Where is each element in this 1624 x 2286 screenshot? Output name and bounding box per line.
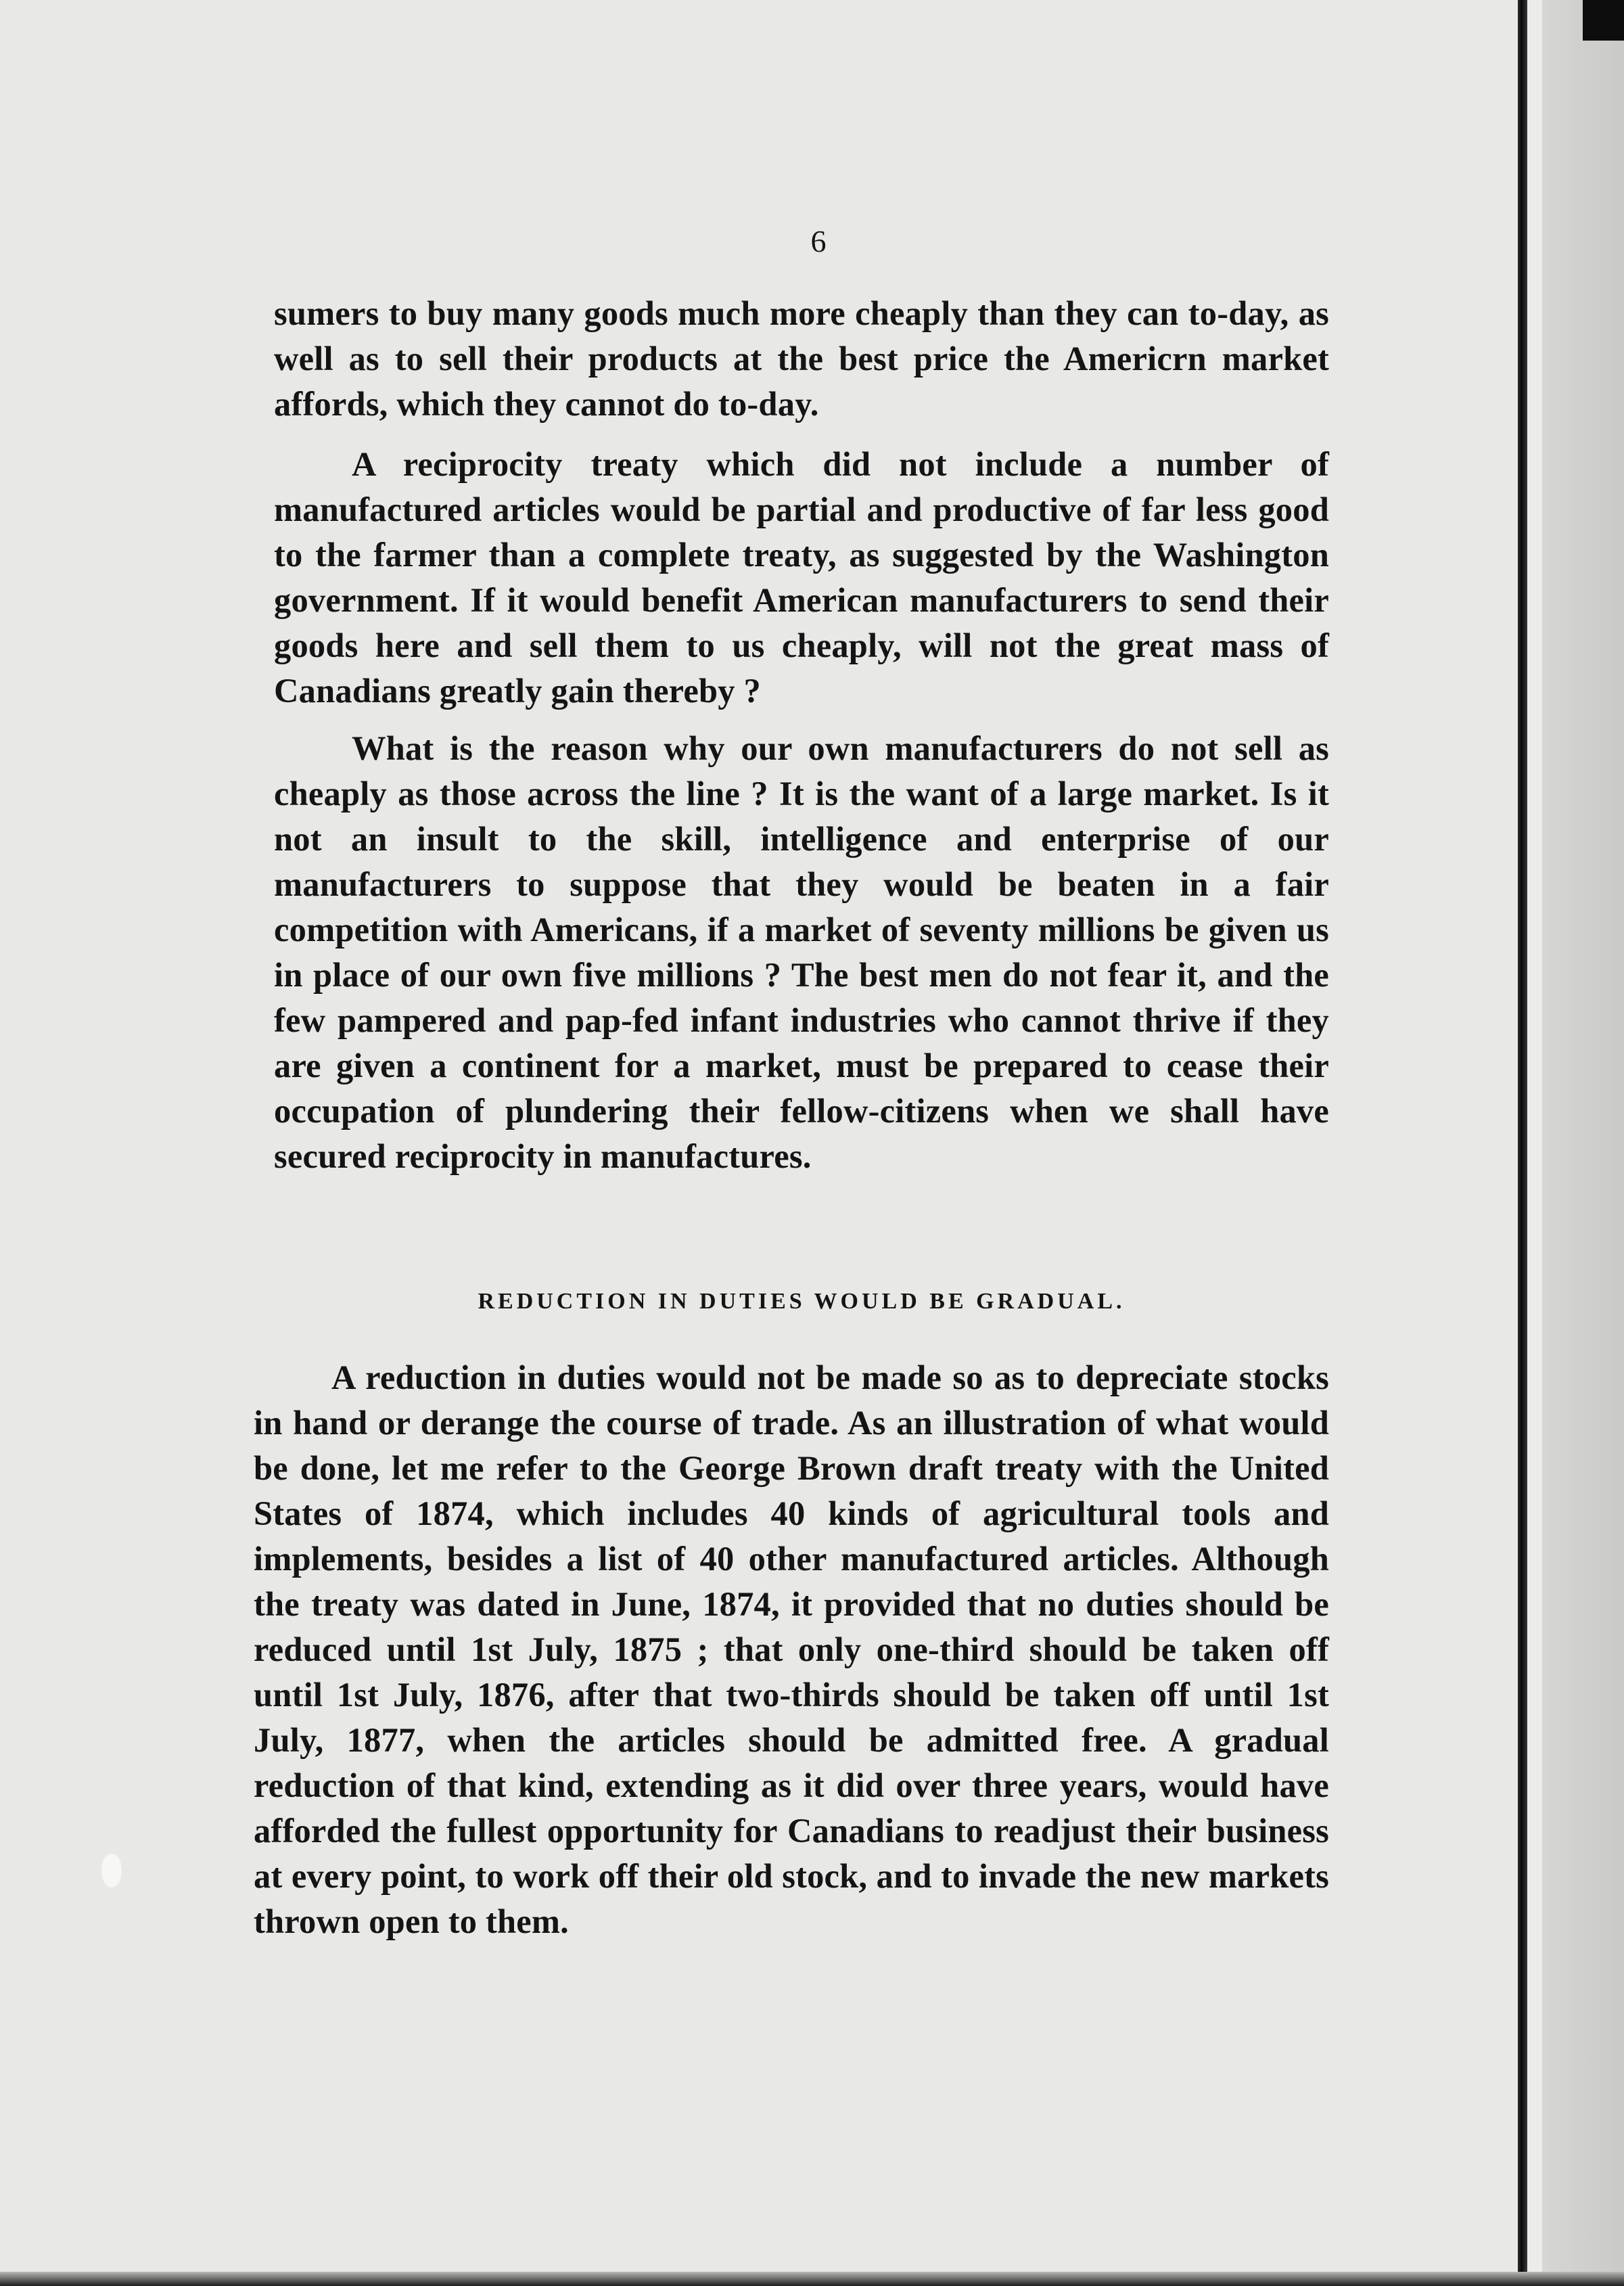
section-paragraph xyxy=(254,1355,1329,1944)
section-heading: REDUCTION IN DUTIES WOULD BE GRADUAL. xyxy=(478,1289,1126,1314)
bottom-scan-edge xyxy=(0,2272,1624,2286)
paragraph-3-text: What is the reason why our own manufacturers do not sell as cheaply as those across the line ? It is the want of a large market. Is it not an insult to the skill, intelligence and enterprise of our manufacturers to suppose that they would be beaten in a fair competition with Americans, if a market of seventy millions be given us in place of our own five millions ? The best men do not fear it, and the few pampered and pap-fed infant industries who cannot thrive if they are given a continent for a market, must be prepared to cease their occupation of plundering their fellow-citizens when we shall have secured reciprocity in manufactures. xyxy=(274,729,1329,1175)
binding-shadow xyxy=(1518,0,1527,2286)
page-number: 6 xyxy=(810,224,827,258)
section-paragraph-text: A reduction in duties would not be made so as to depreciate stocks in hand or derange the course of trade. As an illustration of what would be done, let me refer to the George Brown draft treaty with the United States of 1874, which includes 40 kinds of agricultural tools and implements, besides a list of 40 other manufactured articles. Although the treaty was dated in June, 1874, it provided that no duties should be reduced until 1st July, 1875 ; that only one-third should be taken off until 1st July, 1876, after that two-thirds should be taken off until 1st July, 1877, when the articles should be admitted free. A gradual reduction of that kind, extending as it did over three years, would have afforded the fullest opportunity for Canadians to readjust their business at every point, to work off their old stock, and to invade the new markets thrown open to them. xyxy=(254,1358,1329,1940)
paper-speck xyxy=(101,1854,122,1888)
scan-corner-shadow xyxy=(1583,0,1624,41)
paragraph-2 xyxy=(274,442,1329,714)
paragraph-2-text: A reciprocity treaty which did not include a number of manufactured articles would be partial and productive of far less good to the farmer than a complete treaty, as suggested by the Washington government. If it would benefit American manufacturers to send their goods here and sell them to us cheaply, will not the great mass of Canadians greatly gain thereby ? xyxy=(274,445,1329,710)
paragraph-3 xyxy=(274,726,1329,1179)
paragraph-1-text: sumers to buy many goods much more cheaply than they can to-day, as well as to sell their products at the best price the Americrn market affords, which they cannot do to-day. xyxy=(274,294,1329,423)
paragraph-1 xyxy=(274,291,1329,427)
adjacent-page-edge xyxy=(1542,0,1624,2286)
